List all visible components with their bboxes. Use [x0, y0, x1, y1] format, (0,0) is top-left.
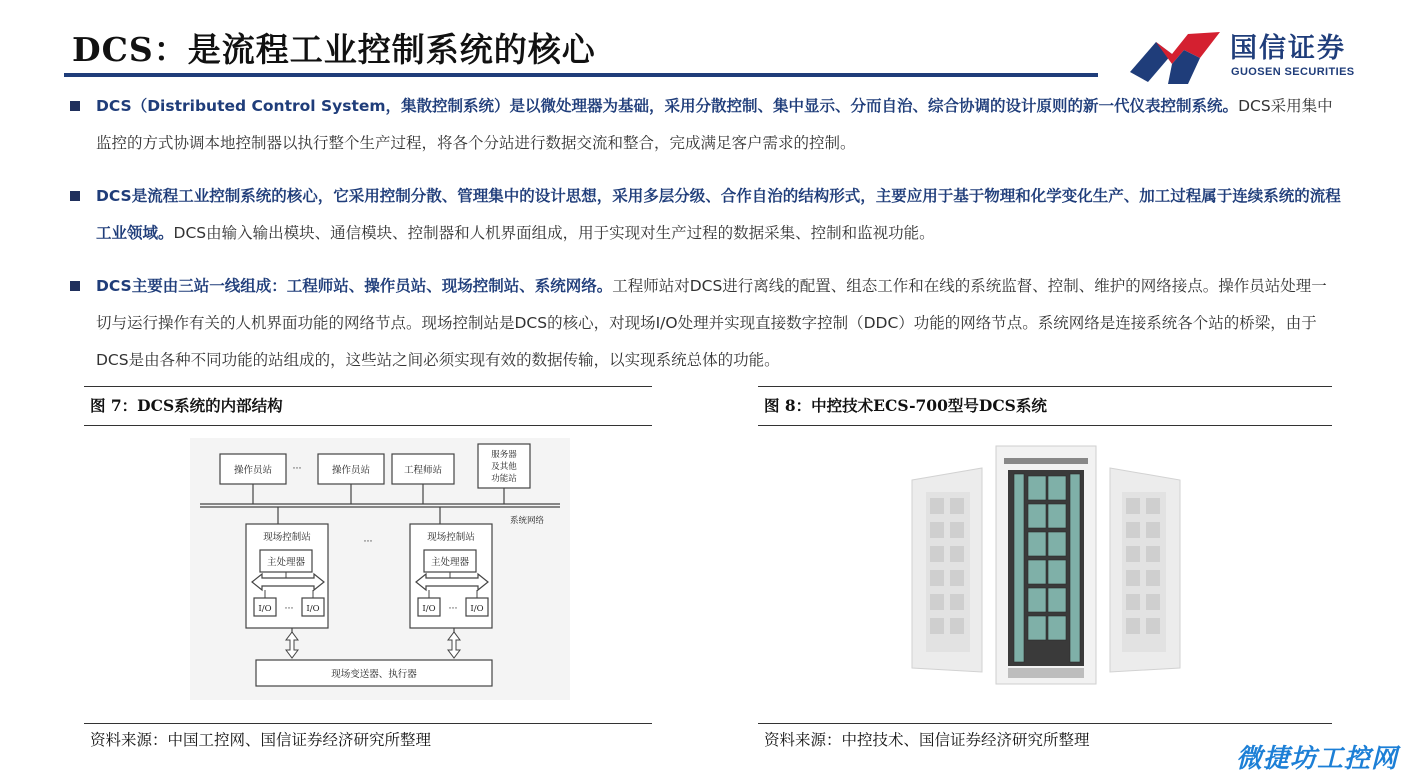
bullet-square-icon [70, 101, 80, 111]
io-ellipsis: ··· [448, 603, 458, 614]
system-network-label: 系统网络 [510, 516, 545, 526]
middle-ellipsis: ··· [363, 536, 373, 547]
field-station-1-label: 现场控制站 [263, 532, 311, 543]
io-ellipsis: ··· [284, 603, 294, 614]
dcs-structure-diagram [190, 438, 570, 700]
server-label-line-3: 功能站 [491, 474, 517, 484]
cpu-1-label: 主处理器 [266, 557, 306, 568]
bullet-square-icon [70, 281, 80, 291]
figure-7-caption: 图 7：DCS系统的内部结构 [84, 386, 652, 426]
logo-name-en: GUOSEN SECURITIES [1231, 66, 1355, 78]
bullet-square-icon [70, 191, 80, 201]
server-label-line-1: 服务器 [491, 450, 517, 460]
guosen-logo [1128, 26, 1358, 86]
bullet-1 [96, 88, 1342, 162]
title-underline [64, 73, 1098, 77]
bullet-3-highlight: DCS主要由三站一线组成：工程师站、操作员站、现场控制站、系统网络。 [96, 277, 613, 295]
logo-name-cn: 国信证券 [1230, 33, 1346, 64]
bullet-3 [96, 268, 1342, 379]
center-cabinet [996, 446, 1096, 684]
page-title: DCS：是流程工业控制系统的核心 [72, 30, 596, 69]
figure-7-source: 资料来源：中国工控网、国信证券经济研究所整理 [84, 723, 652, 757]
field-station-2-label: 现场控制站 [427, 532, 475, 543]
io-label: I/O [470, 604, 484, 614]
operator-station-2-label: 操作员站 [331, 465, 371, 476]
io-label: I/O [258, 604, 272, 614]
figure-8-caption: 图 8：中控技术ECS-700型号DCS系统 [758, 386, 1332, 426]
figure-8-source: 资料来源：中控技术、国信证券经济研究所整理 [758, 723, 1332, 757]
bullet-2-text: DCS由输入输出模块、通信模块、控制器和人机界面组成，用于实现对生产过程的数据采集、控制和监视功能。 [173, 224, 935, 242]
engineer-station-label: 工程师站 [403, 465, 443, 476]
left-cabinet [912, 468, 982, 672]
ecs700-cabinet-image [904, 440, 1188, 695]
bullet-2 [96, 178, 1342, 252]
io-label: I/O [422, 604, 436, 614]
bullet-1-text: DCS采用集中监控的方式协调本地控制器以执行整个生产过程，将各个分站进行数据交流和整合，完成满足客户需求的控制。 [96, 97, 1333, 152]
bullet-1-highlight: DCS（Distributed Control System，集散控制系统）是以微处理器为基础，采用分散控制、集中显示、分而自治、综合协调的设计原则的新一代仪表控制系统。 [96, 97, 1239, 115]
bullet-3-text: 工程师站对DCS进行离线的配置、组态工作和在线的系统监督、控制、维护的网络接点。操作员站处理一切与运行操作有关的人机界面功能的网络节点。现场控制站是DCS的核心，对现场I/O处理并实现直接数字控制（DDC）功能的网络节点。系统网络是连接系统各个站的桥梁，由于DCS是由各种不同功能的站组成的，这些站之间必须实现有效的数据传输，以实现系统总体的功能。 [96, 277, 1327, 369]
guosen-logo-mark-icon [1128, 28, 1228, 86]
top-ellipsis: ··· [292, 463, 302, 474]
watermark: 微捷坊工控网 [1236, 744, 1399, 774]
io-label: I/O [306, 604, 320, 614]
bullet-2-highlight: DCS是流程工业控制系统的核心，它采用控制分散、管理集中的设计思想，采用多层分级、合作自治的结构形式，主要应用于基于物理和化学变化生产、加工过程属于连续系统的流程工业领域。 [96, 187, 1341, 242]
field-devices-label: 现场变送器、执行器 [331, 669, 417, 680]
cpu-2-label: 主处理器 [430, 557, 470, 568]
right-cabinet [1110, 468, 1180, 672]
operator-station-1-label: 操作员站 [233, 465, 273, 476]
server-label-line-2: 及其他 [491, 462, 517, 472]
